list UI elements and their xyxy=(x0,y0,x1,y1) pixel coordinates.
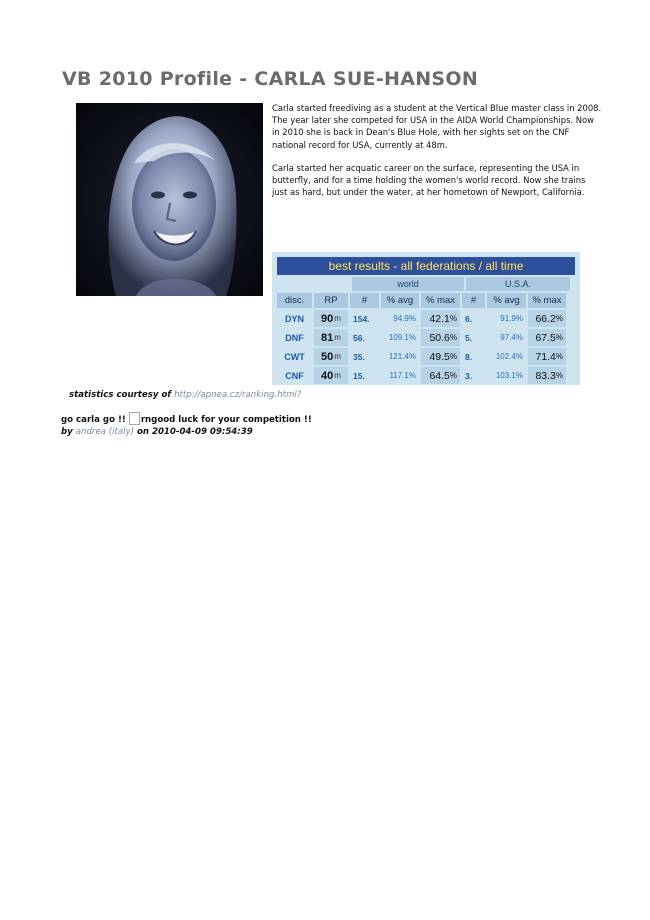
courtesy-prefix: statistics courtesy of xyxy=(69,390,175,400)
cell-world-max: 49.5 % xyxy=(421,348,460,365)
cell-usa-max: 83.3 % xyxy=(528,367,566,384)
cell-usa-avg: 103.1 % xyxy=(495,371,523,380)
cell-rp: 50 m xyxy=(314,348,348,365)
stats-header-row xyxy=(277,293,575,308)
bio-text xyxy=(272,102,602,209)
cell-usa-rank: 6. xyxy=(465,313,473,324)
cell-rp: 40 m xyxy=(314,367,348,384)
cell-usa-max: 71.4 % xyxy=(528,348,566,365)
header-usa-rank: # xyxy=(462,293,485,308)
cell-usa-avg: 97.4 % xyxy=(500,333,523,342)
comment-meta xyxy=(61,427,253,437)
comment-by: by xyxy=(61,427,76,437)
cell-world-avg: 109.1 % xyxy=(388,333,416,342)
comment-date: on 2010-04-09 09:54:39 xyxy=(133,427,253,437)
cell-usa-avg: 91.9 % xyxy=(500,314,523,323)
cell-disc: DNF xyxy=(285,332,304,343)
stats-group-spacer xyxy=(277,277,350,291)
cell-world-max: 64.5 % xyxy=(421,367,460,384)
table-row xyxy=(277,367,575,384)
cell-world-max: 50.6 % xyxy=(421,329,460,346)
table-row xyxy=(277,329,575,346)
cell-world-rank: 154. xyxy=(353,313,370,324)
cell-usa-max: 67.5 % xyxy=(528,329,566,346)
comment-text-before: go carla go !! xyxy=(61,415,126,425)
cell-world-avg: 94.9 % xyxy=(393,314,416,323)
cell-usa-rank: 3. xyxy=(465,370,473,381)
header-world-max: % max xyxy=(421,293,460,308)
cell-disc: DYN xyxy=(284,313,304,324)
profile-photo xyxy=(76,103,263,296)
broken-image-icon xyxy=(129,412,140,425)
page-title: VB 2010 Profile - CARLA SUE-HANSON xyxy=(62,68,479,90)
header-usa-max: % max xyxy=(528,293,566,308)
header-world-rank: # xyxy=(350,293,379,308)
cell-usa-avg: 102.4 % xyxy=(495,352,523,361)
cell-disc: CNF xyxy=(285,370,304,381)
cell-rp: 81 m xyxy=(314,329,348,346)
comment-text xyxy=(61,412,312,425)
cell-disc: CWT xyxy=(284,351,305,362)
cell-usa-rank: 5. xyxy=(465,332,473,343)
cell-world-max: 42.1 % xyxy=(421,310,460,327)
stats-courtesy xyxy=(69,390,301,400)
comment-author-link[interactable]: andrea (italy) xyxy=(75,427,134,437)
cell-world-avg: 121.4 % xyxy=(388,352,416,361)
header-disc: disc. xyxy=(277,293,312,308)
stats-group-row xyxy=(277,277,575,291)
cell-usa-rank: 8. xyxy=(465,351,473,362)
cell-world-rank: 35. xyxy=(353,351,365,362)
cell-world-rank: 56. xyxy=(353,332,365,343)
bio-paragraph-1: Carla started freediving as a student at the Vertical Blue master class in 2008. The year later she competed for USA in the AIDA World Championships. Now in 2010 she is back in Dean's Blue Hole, with her sights set on the CNF national record for USA, currently at 48m. xyxy=(272,103,602,150)
bio-paragraph-2: Carla started her acquatic career on the surface, representing the USA in butterfly, and for a time holding the women's world record. Now she trains just as hard, but under the water, at her hometown of Newport, California. xyxy=(272,162,586,198)
cell-usa-max: 66.2 % xyxy=(528,310,566,327)
table-row xyxy=(277,310,575,327)
header-world-avg: % avg xyxy=(381,293,419,308)
stats-rows xyxy=(277,310,575,384)
comment-text-after: rngood luck for your competition !! xyxy=(140,415,312,425)
cell-rp: 90 m xyxy=(314,310,348,327)
header-usa-avg: % avg xyxy=(487,293,526,308)
stats-title: best results - all federations / all time xyxy=(277,257,575,275)
courtesy-link[interactable]: http://apnea.cz/ranking.html? xyxy=(174,390,302,400)
cell-world-avg: 117.1 % xyxy=(389,371,416,380)
header-rp: RP xyxy=(314,293,348,308)
stats-group-world: world xyxy=(352,277,464,291)
stats-table xyxy=(272,252,580,385)
stats-group-usa: U.S.A. xyxy=(466,277,570,291)
table-row xyxy=(277,348,575,365)
cell-world-rank: 15. xyxy=(353,370,365,381)
